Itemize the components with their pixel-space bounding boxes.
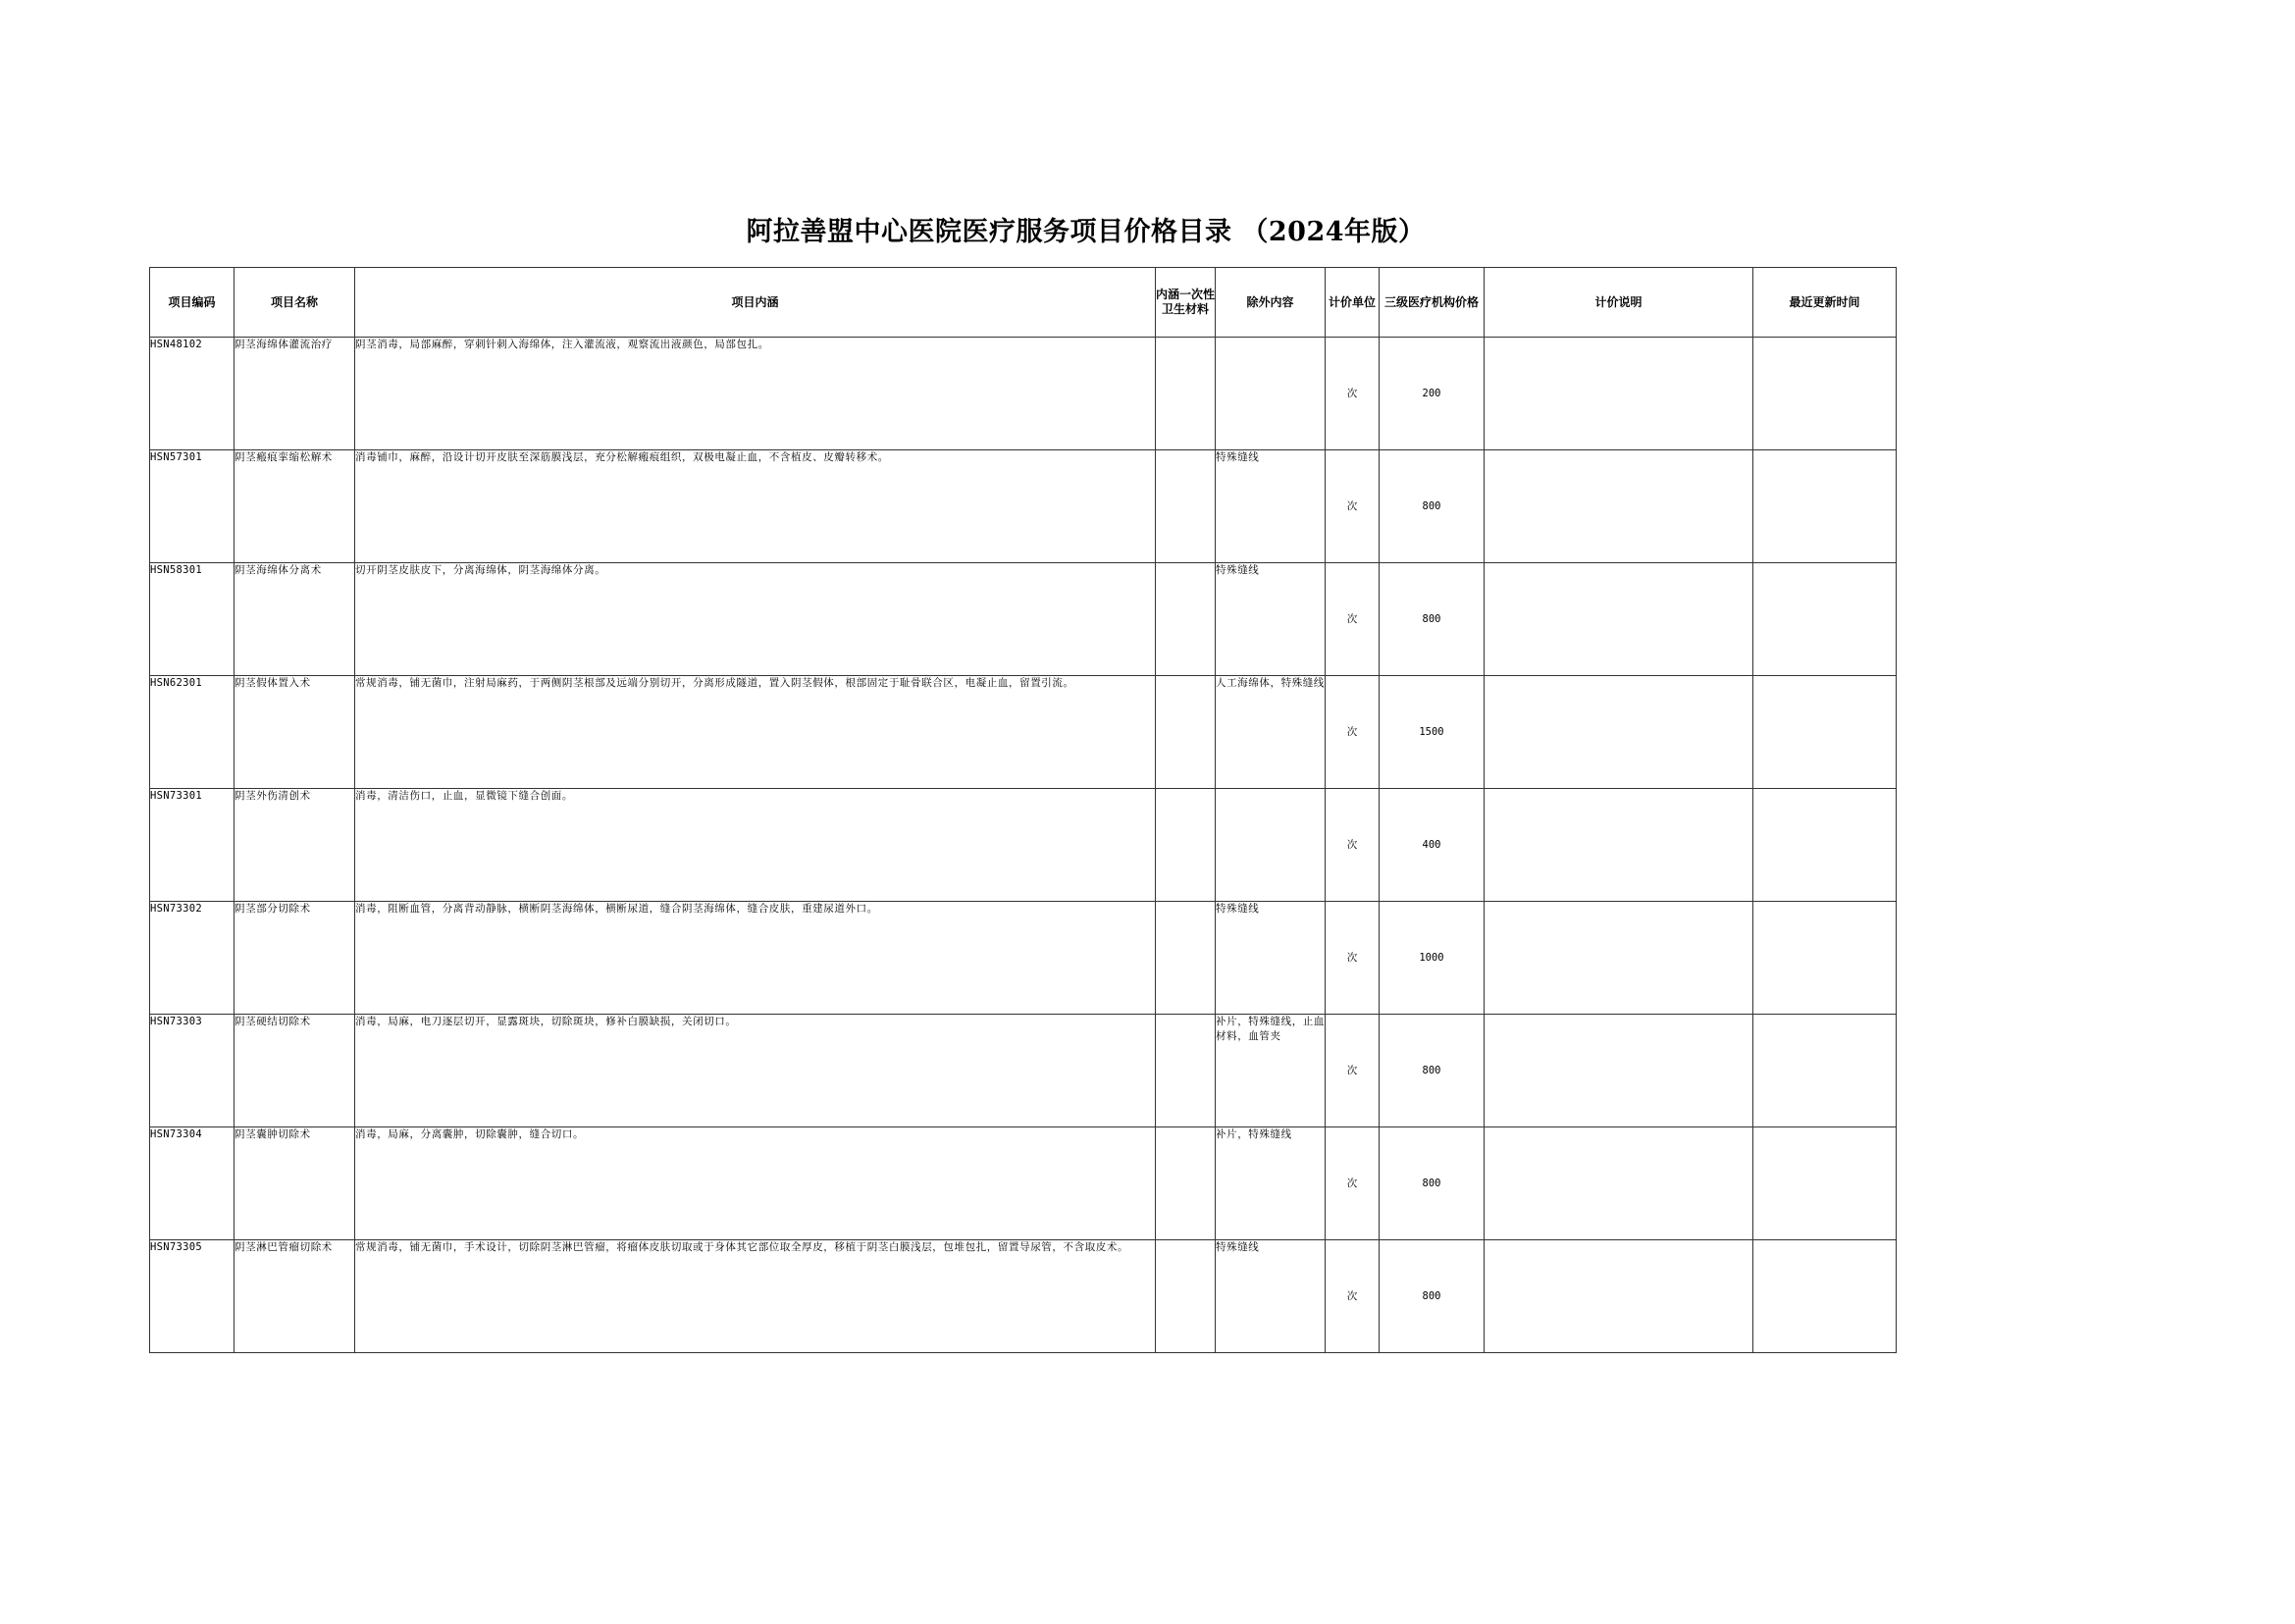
cell-note: [1485, 1240, 1753, 1353]
cell-note: [1485, 902, 1753, 1015]
cell-updated: [1753, 450, 1897, 563]
cell-code: HSN73303: [150, 1015, 235, 1127]
cell-except: 补片，特殊缝线: [1216, 1127, 1326, 1240]
cell-unit: 次: [1326, 1127, 1380, 1240]
cell-except: 补片，特殊缝线，止血材料，血管夹: [1216, 1015, 1326, 1127]
price-catalog-table: [149, 267, 1897, 1353]
cell-updated: [1753, 1015, 1897, 1127]
cell-content: 切开阴茎皮肤皮下，分离海绵体，阴茎海绵体分离。: [355, 563, 1156, 676]
cell-unit: 次: [1326, 338, 1380, 450]
cell-content: 消毒，清洁伤口，止血，显微镜下缝合创面。: [355, 789, 1156, 902]
header-consumable: 内涵一次性卫生材料: [1156, 268, 1216, 338]
cell-updated: [1753, 789, 1897, 902]
cell-content: 消毒，局麻，电刀逐层切开，显露斑块，切除斑块，修补白膜缺损，关闭切口。: [355, 1015, 1156, 1127]
cell-code: HSN73302: [150, 902, 235, 1015]
cell-code: HSN73305: [150, 1240, 235, 1353]
header-name: 项目名称: [235, 268, 355, 338]
cell-name: 阴茎海绵体分离术: [235, 563, 355, 676]
cell-updated: [1753, 563, 1897, 676]
cell-price: 800: [1380, 1240, 1485, 1353]
header-content: 项目内涵: [355, 268, 1156, 338]
cell-name: 阴茎囊肿切除术: [235, 1127, 355, 1240]
cell-consumable: [1156, 902, 1216, 1015]
cell-consumable: [1156, 789, 1216, 902]
cell-consumable: [1156, 563, 1216, 676]
cell-price: 400: [1380, 789, 1485, 902]
cell-note: [1485, 338, 1753, 450]
table-row: [150, 450, 1897, 563]
cell-except: 特殊缝线: [1216, 563, 1326, 676]
cell-unit: 次: [1326, 902, 1380, 1015]
cell-except: [1216, 338, 1326, 450]
cell-unit: 次: [1326, 450, 1380, 563]
cell-unit: 次: [1326, 563, 1380, 676]
cell-consumable: [1156, 450, 1216, 563]
document-title-text: 阿拉善盟中心医院医疗服务项目价格目录 （2024年版）: [746, 217, 1426, 247]
cell-note: [1485, 789, 1753, 902]
cell-name: 阴茎淋巴管瘤切除术: [235, 1240, 355, 1353]
cell-code: HSN58301: [150, 563, 235, 676]
cell-consumable: [1156, 1015, 1216, 1127]
cell-code: HSN48102: [150, 338, 235, 450]
cell-updated: [1753, 1240, 1897, 1353]
cell-unit: 次: [1326, 789, 1380, 902]
cell-price: 200: [1380, 338, 1485, 450]
cell-updated: [1753, 338, 1897, 450]
cell-name: 阴茎瘢痕挛缩松解术: [235, 450, 355, 563]
cell-updated: [1753, 1127, 1897, 1240]
table-header-row: [150, 268, 1897, 338]
cell-content: 常规消毒，铺无菌巾，注射局麻药，于两侧阴茎根部及远端分别切开，分离形成隧道，置入阴茎假体，根部固定于耻骨联合区，电凝止血，留置引流。: [355, 676, 1156, 789]
table-row: [150, 1240, 1897, 1353]
header-unit: 计价单位: [1326, 268, 1380, 338]
table-row: [150, 1015, 1897, 1127]
cell-name: 阴茎硬结切除术: [235, 1015, 355, 1127]
cell-note: [1485, 676, 1753, 789]
cell-price: 800: [1380, 563, 1485, 676]
table-row: [150, 676, 1897, 789]
cell-except: 特殊缝线: [1216, 450, 1326, 563]
cell-consumable: [1156, 676, 1216, 789]
cell-name: 阴茎外伤清创术: [235, 789, 355, 902]
cell-name: 阴茎假体置入术: [235, 676, 355, 789]
table-row: [150, 1127, 1897, 1240]
table-row: [150, 338, 1897, 450]
cell-content: 消毒，阻断血管，分离背动静脉，横断阴茎海绵体，横断尿道，缝合阴茎海绵体，缝合皮肤，重建尿道外口。: [355, 902, 1156, 1015]
table-row: [150, 902, 1897, 1015]
cell-updated: [1753, 902, 1897, 1015]
cell-content: 阴茎消毒，局部麻醉，穿刺针刺入海绵体，注入灌流液，观察流出液颜色，局部包扎。: [355, 338, 1156, 450]
cell-code: HSN73304: [150, 1127, 235, 1240]
cell-price: 800: [1380, 1127, 1485, 1240]
cell-code: HSN57301: [150, 450, 235, 563]
cell-note: [1485, 1127, 1753, 1240]
cell-except: 特殊缝线: [1216, 902, 1326, 1015]
header-note: 计价说明: [1485, 268, 1753, 338]
cell-unit: 次: [1326, 1240, 1380, 1353]
cell-code: HSN62301: [150, 676, 235, 789]
cell-price: 1000: [1380, 902, 1485, 1015]
cell-updated: [1753, 676, 1897, 789]
cell-name: 阴茎部分切除术: [235, 902, 355, 1015]
cell-except: 特殊缝线: [1216, 1240, 1326, 1353]
table-row: [150, 789, 1897, 902]
cell-unit: 次: [1326, 676, 1380, 789]
cell-consumable: [1156, 1127, 1216, 1240]
header-code: 项目编码: [150, 268, 235, 338]
cell-consumable: [1156, 1240, 1216, 1353]
cell-code: HSN73301: [150, 789, 235, 902]
cell-except: [1216, 789, 1326, 902]
cell-note: [1485, 563, 1753, 676]
cell-content: 消毒，局麻，分离囊肿，切除囊肿，缝合切口。: [355, 1127, 1156, 1240]
header-updated: 最近更新时间: [1753, 268, 1897, 338]
document-title: [0, 210, 2295, 248]
cell-except: 人工海绵体，特殊缝线: [1216, 676, 1326, 789]
header-price: 三级医疗机构价格: [1380, 268, 1485, 338]
cell-consumable: [1156, 338, 1216, 450]
cell-content: 消毒铺巾，麻醉，沿设计切开皮肤至深筋膜浅层，充分松解瘢痕组织，双极电凝止血，不含植皮、皮瓣转移术。: [355, 450, 1156, 563]
header-except: 除外内容: [1216, 268, 1326, 338]
cell-price: 1500: [1380, 676, 1485, 789]
cell-content: 常规消毒，铺无菌巾，手术设计，切除阴茎淋巴管瘤，将瘤体皮肤切取或于身体其它部位取全厚皮，移植于阴茎白膜浅层，包堆包扎，留置导尿管，不含取皮术。: [355, 1240, 1156, 1353]
cell-price: 800: [1380, 450, 1485, 563]
cell-price: 800: [1380, 1015, 1485, 1127]
cell-unit: 次: [1326, 1015, 1380, 1127]
cell-note: [1485, 1015, 1753, 1127]
cell-name: 阴茎海绵体灌流治疗: [235, 338, 355, 450]
table-row: [150, 563, 1897, 676]
cell-note: [1485, 450, 1753, 563]
